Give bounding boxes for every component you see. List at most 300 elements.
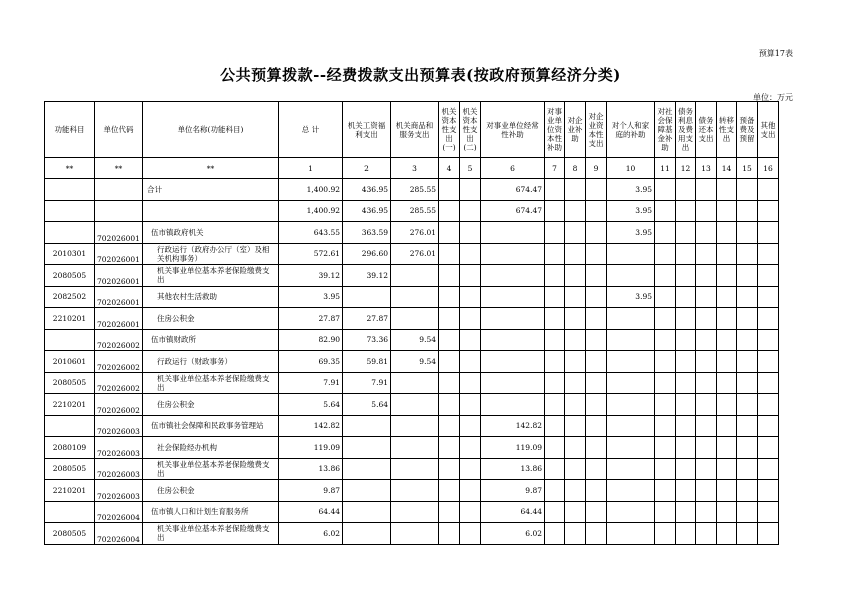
empty-cell xyxy=(717,200,737,222)
empty-cell xyxy=(565,458,586,480)
amount-cell: 142.82 xyxy=(279,415,343,437)
empty-cell xyxy=(586,286,607,308)
empty-cell xyxy=(737,329,758,351)
amount-cell: 7.91 xyxy=(343,372,391,394)
empty-cell xyxy=(717,480,737,502)
empty-cell xyxy=(737,372,758,394)
amount-cell xyxy=(481,394,545,416)
column-header: 单位名称(功能科目) xyxy=(143,102,279,158)
column-index: 9 xyxy=(586,158,607,179)
unit-name-cell: 机关事业单位基本养老保险缴费支出 xyxy=(143,372,279,394)
empty-cell xyxy=(460,222,481,244)
amount-cell: 69.35 xyxy=(279,351,343,373)
empty-cell xyxy=(737,394,758,416)
column-header: 对个人和家庭的补助 xyxy=(607,102,655,158)
empty-cell xyxy=(545,351,565,373)
amount-cell xyxy=(391,415,439,437)
table-row xyxy=(45,351,779,373)
empty-cell xyxy=(586,372,607,394)
table-row xyxy=(45,329,779,351)
amount-cell: 436.95 xyxy=(343,200,391,222)
amount-cell: 39.12 xyxy=(279,265,343,287)
empty-cell xyxy=(460,437,481,459)
amount-cell: 674.47 xyxy=(481,200,545,222)
empty-cell xyxy=(737,222,758,244)
empty-cell xyxy=(545,501,565,523)
amount-cell xyxy=(391,308,439,330)
function-code-cell xyxy=(45,501,95,523)
empty-cell xyxy=(758,351,779,373)
empty-cell xyxy=(676,351,696,373)
function-code-cell: 2210201 xyxy=(45,480,95,502)
empty-cell xyxy=(696,286,717,308)
empty-cell xyxy=(655,200,676,222)
column-index: 10 xyxy=(607,158,655,179)
empty-cell xyxy=(460,329,481,351)
amount-cell xyxy=(607,372,655,394)
column-header: 对事业单位资本性补助 xyxy=(545,102,565,158)
empty-cell xyxy=(545,308,565,330)
table-row xyxy=(45,308,779,330)
amount-cell: 276.01 xyxy=(391,243,439,265)
amount-cell xyxy=(391,437,439,459)
empty-cell xyxy=(696,523,717,545)
table-row xyxy=(45,437,779,459)
amount-cell: 13.86 xyxy=(481,458,545,480)
column-header: 债务利息及费用支出 xyxy=(676,102,696,158)
amount-cell: 119.09 xyxy=(481,437,545,459)
empty-cell xyxy=(545,415,565,437)
empty-cell xyxy=(676,243,696,265)
unit-name-cell: 机关事业单位基本养老保险缴费支出 xyxy=(143,523,279,545)
empty-cell xyxy=(696,415,717,437)
empty-cell xyxy=(758,243,779,265)
empty-cell xyxy=(545,480,565,502)
unit-name-cell: 住房公积金 xyxy=(143,480,279,502)
table-row xyxy=(45,265,779,287)
empty-cell xyxy=(439,179,460,201)
unit-code-cell: 702026003 xyxy=(95,415,143,437)
function-code-cell: 2210201 xyxy=(45,308,95,330)
empty-cell xyxy=(676,394,696,416)
unit-name-cell: 行政运行（财政事务） xyxy=(143,351,279,373)
unit-code-cell: 702026004 xyxy=(95,523,143,545)
empty-cell xyxy=(717,372,737,394)
empty-cell xyxy=(586,179,607,201)
function-code-cell: 2010601 xyxy=(45,351,95,373)
table-row xyxy=(45,179,779,201)
empty-cell xyxy=(460,394,481,416)
amount-cell xyxy=(481,286,545,308)
amount-cell xyxy=(481,351,545,373)
amount-cell: 7.91 xyxy=(279,372,343,394)
empty-cell xyxy=(758,329,779,351)
amount-cell xyxy=(391,394,439,416)
empty-cell xyxy=(439,458,460,480)
unit-code-cell xyxy=(95,179,143,201)
empty-cell xyxy=(655,394,676,416)
amount-cell: 5.64 xyxy=(343,394,391,416)
empty-cell xyxy=(460,372,481,394)
amount-cell xyxy=(607,329,655,351)
empty-cell xyxy=(439,222,460,244)
column-header: 机关商品和服务支出 xyxy=(391,102,439,158)
empty-cell xyxy=(655,501,676,523)
empty-cell xyxy=(545,394,565,416)
unit-name-cell: 住房公积金 xyxy=(143,308,279,330)
empty-cell xyxy=(758,415,779,437)
unit-code-cell: 702026001 xyxy=(95,243,143,265)
empty-cell xyxy=(758,437,779,459)
column-index: 11 xyxy=(655,158,676,179)
unit-name-cell: 伍市镇财政所 xyxy=(143,329,279,351)
unit-name-cell: 社会保险经办机构 xyxy=(143,437,279,459)
empty-cell xyxy=(676,179,696,201)
unit-code-cell: 702026001 xyxy=(95,308,143,330)
empty-cell xyxy=(676,308,696,330)
empty-cell xyxy=(439,480,460,502)
amount-cell: 3.95 xyxy=(607,200,655,222)
empty-cell xyxy=(737,351,758,373)
empty-cell xyxy=(565,265,586,287)
amount-cell xyxy=(391,480,439,502)
empty-cell xyxy=(439,501,460,523)
amount-cell xyxy=(607,243,655,265)
empty-cell xyxy=(460,308,481,330)
empty-cell xyxy=(696,458,717,480)
empty-cell xyxy=(717,222,737,244)
empty-cell xyxy=(439,265,460,287)
amount-cell xyxy=(607,308,655,330)
amount-cell: 572.61 xyxy=(279,243,343,265)
empty-cell xyxy=(696,179,717,201)
amount-cell: 59.81 xyxy=(343,351,391,373)
amount-cell xyxy=(481,372,545,394)
empty-cell xyxy=(565,372,586,394)
empty-cell xyxy=(655,179,676,201)
empty-cell xyxy=(586,437,607,459)
empty-cell xyxy=(439,329,460,351)
empty-cell xyxy=(696,372,717,394)
column-index: 2 xyxy=(343,158,391,179)
empty-cell xyxy=(565,415,586,437)
unit-code-cell: 702026004 xyxy=(95,501,143,523)
empty-cell xyxy=(545,372,565,394)
amount-cell xyxy=(607,415,655,437)
amount-cell: 5.64 xyxy=(279,394,343,416)
empty-cell xyxy=(717,415,737,437)
column-header: 机关工资福利支出 xyxy=(343,102,391,158)
empty-cell xyxy=(655,415,676,437)
column-index: 16 xyxy=(758,158,779,179)
empty-cell xyxy=(545,265,565,287)
empty-cell xyxy=(655,480,676,502)
amount-cell: 436.95 xyxy=(343,179,391,201)
table-row xyxy=(45,243,779,265)
amount-cell: 64.44 xyxy=(279,501,343,523)
amount-cell xyxy=(607,458,655,480)
empty-cell xyxy=(565,351,586,373)
unit-name-cell: 行政运行（政府办公厅（室）及相关机构事务） xyxy=(143,243,279,265)
amount-cell xyxy=(481,222,545,244)
column-header: 单位代码 xyxy=(95,102,143,158)
table-row xyxy=(45,394,779,416)
column-index: 4 xyxy=(439,158,460,179)
column-index: 8 xyxy=(565,158,586,179)
empty-cell xyxy=(586,265,607,287)
unit-code-cell: 702026003 xyxy=(95,437,143,459)
column-header: 对社会保障基金补助 xyxy=(655,102,676,158)
empty-cell xyxy=(717,458,737,480)
empty-cell xyxy=(676,265,696,287)
unit-code-cell: 702026001 xyxy=(95,286,143,308)
column-header: 功能科目 xyxy=(45,102,95,158)
unit-code-cell: 702026002 xyxy=(95,329,143,351)
column-index: ** xyxy=(143,158,279,179)
unit-name-cell: 合计 xyxy=(143,179,279,201)
empty-cell xyxy=(717,265,737,287)
empty-cell xyxy=(545,179,565,201)
amount-cell: 27.87 xyxy=(343,308,391,330)
empty-cell xyxy=(696,200,717,222)
empty-cell xyxy=(545,437,565,459)
amount-cell xyxy=(607,394,655,416)
empty-cell xyxy=(696,222,717,244)
unit-code-cell: 702026002 xyxy=(95,372,143,394)
amount-cell: 363.59 xyxy=(343,222,391,244)
unit-code-cell: 702026002 xyxy=(95,394,143,416)
empty-cell xyxy=(439,308,460,330)
column-index: ** xyxy=(45,158,95,179)
amount-cell xyxy=(481,329,545,351)
empty-cell xyxy=(676,437,696,459)
function-code-cell: 2010301 xyxy=(45,243,95,265)
empty-cell xyxy=(565,480,586,502)
empty-cell xyxy=(758,265,779,287)
empty-cell xyxy=(545,329,565,351)
empty-cell xyxy=(586,523,607,545)
table-row xyxy=(45,415,779,437)
amount-cell xyxy=(607,501,655,523)
empty-cell xyxy=(758,222,779,244)
empty-cell xyxy=(565,243,586,265)
unit-name-cell: 伍市镇人口和计划生育服务所 xyxy=(143,501,279,523)
empty-cell xyxy=(717,286,737,308)
unit-code-cell: 702026002 xyxy=(95,351,143,373)
table-row xyxy=(45,523,779,545)
function-code-cell: 2080109 xyxy=(45,437,95,459)
empty-cell xyxy=(586,480,607,502)
empty-cell xyxy=(758,308,779,330)
unit-code-cell: 702026001 xyxy=(95,222,143,244)
amount-cell: 6.02 xyxy=(481,523,545,545)
amount-cell: 674.47 xyxy=(481,179,545,201)
column-header: 转移性支出 xyxy=(717,102,737,158)
table-number-label: 预算17表 xyxy=(758,49,793,58)
empty-cell xyxy=(717,523,737,545)
amount-cell: 643.55 xyxy=(279,222,343,244)
unit-name-cell: 伍市镇社会保障和民政事务管理站 xyxy=(143,415,279,437)
empty-cell xyxy=(460,286,481,308)
budget-table xyxy=(44,101,779,545)
empty-cell xyxy=(586,458,607,480)
unit-name-cell: 其他农村生活救助 xyxy=(143,286,279,308)
empty-cell xyxy=(586,200,607,222)
table-row xyxy=(45,480,779,502)
empty-cell xyxy=(717,437,737,459)
function-code-cell: 2210201 xyxy=(45,394,95,416)
function-code-cell: 2080505 xyxy=(45,458,95,480)
column-header: 其他支出 xyxy=(758,102,779,158)
empty-cell xyxy=(460,458,481,480)
column-index: 15 xyxy=(737,158,758,179)
empty-cell xyxy=(545,458,565,480)
table-row xyxy=(45,286,779,308)
column-index: 5 xyxy=(460,158,481,179)
amount-cell xyxy=(343,480,391,502)
amount-cell xyxy=(343,458,391,480)
column-header: 机关资本性支出(一) xyxy=(439,102,460,158)
empty-cell xyxy=(565,329,586,351)
empty-cell xyxy=(737,179,758,201)
empty-cell xyxy=(758,200,779,222)
amount-cell: 3.95 xyxy=(607,286,655,308)
empty-cell xyxy=(439,243,460,265)
empty-cell xyxy=(737,286,758,308)
empty-cell xyxy=(717,329,737,351)
table-row xyxy=(45,501,779,523)
unit-name-cell xyxy=(143,200,279,222)
empty-cell xyxy=(655,351,676,373)
empty-cell xyxy=(696,437,717,459)
empty-cell xyxy=(758,286,779,308)
empty-cell xyxy=(737,200,758,222)
empty-cell xyxy=(460,200,481,222)
empty-cell xyxy=(758,458,779,480)
amount-cell: 82.90 xyxy=(279,329,343,351)
empty-cell xyxy=(758,480,779,502)
amount-cell xyxy=(481,265,545,287)
amount-cell xyxy=(391,501,439,523)
empty-cell xyxy=(758,501,779,523)
empty-cell xyxy=(460,523,481,545)
empty-cell xyxy=(737,265,758,287)
unit-name-cell: 伍市镇政府机关 xyxy=(143,222,279,244)
column-index: 12 xyxy=(676,158,696,179)
table-row xyxy=(45,200,779,222)
amount-cell xyxy=(607,265,655,287)
amount-cell xyxy=(391,372,439,394)
empty-cell xyxy=(737,458,758,480)
empty-cell xyxy=(565,394,586,416)
empty-cell xyxy=(565,437,586,459)
empty-cell xyxy=(696,308,717,330)
header-row xyxy=(45,102,779,158)
empty-cell xyxy=(460,480,481,502)
amount-cell xyxy=(343,415,391,437)
empty-cell xyxy=(737,437,758,459)
empty-cell xyxy=(676,372,696,394)
empty-cell xyxy=(586,501,607,523)
function-code-cell: 2080505 xyxy=(45,265,95,287)
empty-cell xyxy=(676,286,696,308)
empty-cell xyxy=(696,351,717,373)
empty-cell xyxy=(586,351,607,373)
amount-cell: 9.87 xyxy=(481,480,545,502)
amount-cell xyxy=(391,523,439,545)
amount-cell: 27.87 xyxy=(279,308,343,330)
amount-cell: 119.09 xyxy=(279,437,343,459)
empty-cell xyxy=(565,308,586,330)
amount-cell: 285.55 xyxy=(391,179,439,201)
empty-cell xyxy=(655,372,676,394)
empty-cell xyxy=(655,329,676,351)
empty-cell xyxy=(676,222,696,244)
empty-cell xyxy=(696,394,717,416)
empty-cell xyxy=(439,200,460,222)
empty-cell xyxy=(545,200,565,222)
amount-cell xyxy=(343,501,391,523)
empty-cell xyxy=(737,480,758,502)
column-header: 对企业资本性支出 xyxy=(586,102,607,158)
function-code-cell: 2080505 xyxy=(45,372,95,394)
empty-cell xyxy=(565,200,586,222)
empty-cell xyxy=(586,415,607,437)
empty-cell xyxy=(676,329,696,351)
table-row xyxy=(45,222,779,244)
amount-cell: 3.95 xyxy=(279,286,343,308)
amount-cell: 9.87 xyxy=(279,480,343,502)
column-header: 机关资本性支出(二) xyxy=(460,102,481,158)
empty-cell xyxy=(565,523,586,545)
column-index: 1 xyxy=(279,158,343,179)
column-header: 对企业补助 xyxy=(565,102,586,158)
amount-cell: 9.54 xyxy=(391,351,439,373)
function-code-cell xyxy=(45,415,95,437)
empty-cell xyxy=(460,501,481,523)
column-index: 3 xyxy=(391,158,439,179)
empty-cell xyxy=(565,286,586,308)
empty-cell xyxy=(545,222,565,244)
amount-cell: 3.95 xyxy=(607,179,655,201)
amount-cell: 296.60 xyxy=(343,243,391,265)
amount-cell xyxy=(343,437,391,459)
empty-cell xyxy=(586,308,607,330)
amount-cell: 1,400.92 xyxy=(279,200,343,222)
column-header: 预备费及预留 xyxy=(737,102,758,158)
amount-cell: 6.02 xyxy=(279,523,343,545)
empty-cell xyxy=(737,523,758,545)
amount-cell: 13.86 xyxy=(279,458,343,480)
empty-cell xyxy=(676,200,696,222)
empty-cell xyxy=(655,523,676,545)
amount-cell xyxy=(481,308,545,330)
amount-cell xyxy=(391,458,439,480)
empty-cell xyxy=(758,179,779,201)
amount-cell xyxy=(391,265,439,287)
empty-cell xyxy=(696,265,717,287)
empty-cell xyxy=(655,286,676,308)
empty-cell xyxy=(460,351,481,373)
amount-cell: 73.36 xyxy=(343,329,391,351)
empty-cell xyxy=(717,501,737,523)
empty-cell xyxy=(717,243,737,265)
empty-cell xyxy=(545,286,565,308)
empty-cell xyxy=(676,415,696,437)
amount-cell: 142.82 xyxy=(481,415,545,437)
empty-cell xyxy=(439,415,460,437)
unit-name-cell: 机关事业单位基本养老保险缴费支出 xyxy=(143,265,279,287)
